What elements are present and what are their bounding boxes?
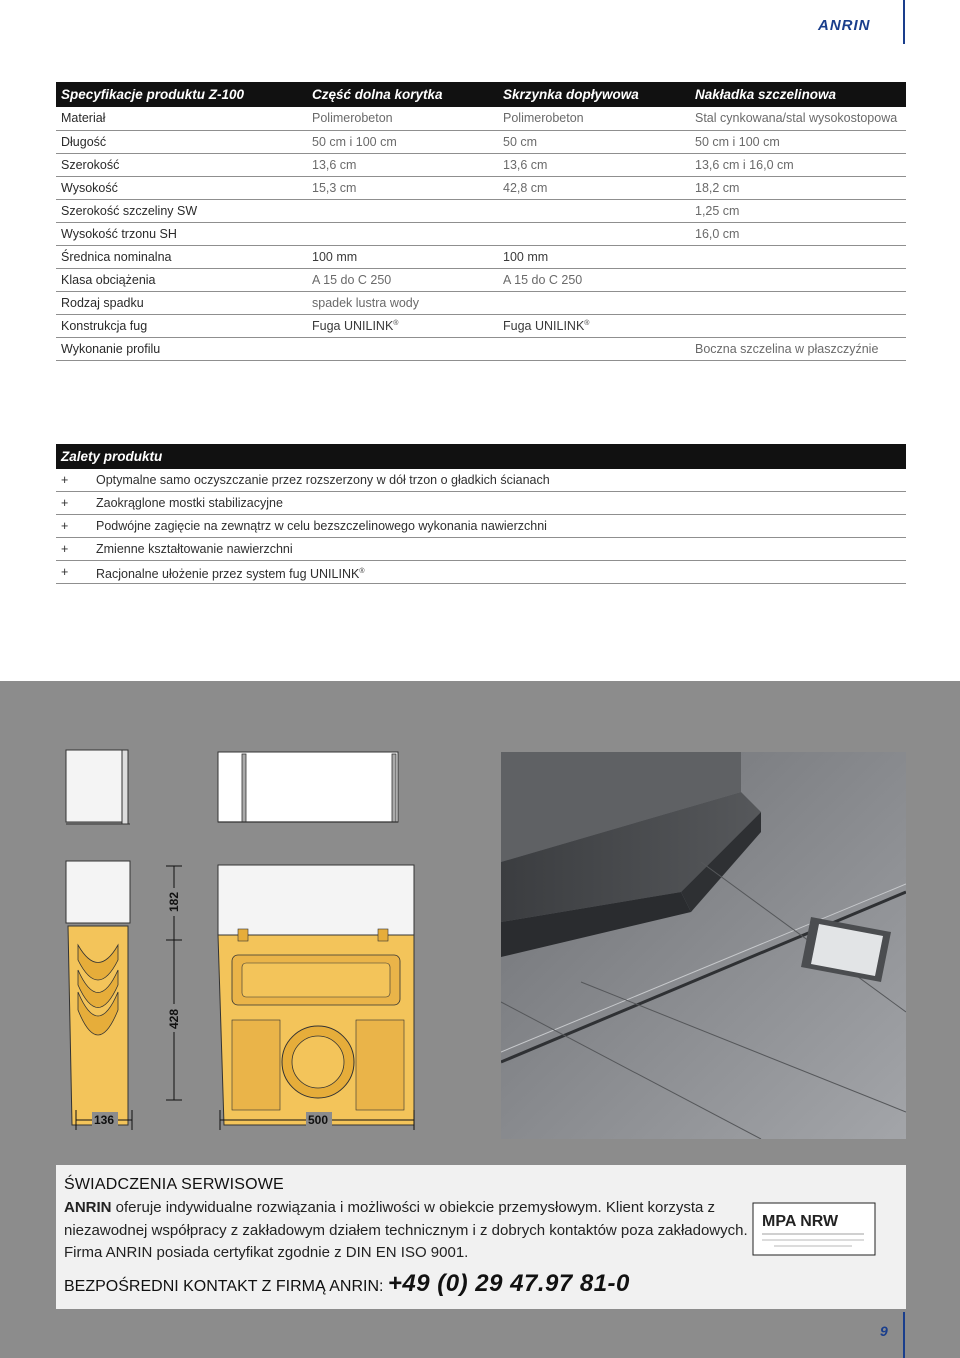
spec-cell-unilink: Fuga UNILINK® — [307, 314, 498, 337]
spec-cell: 50 cm — [498, 130, 690, 153]
inlet-box-view — [218, 865, 414, 1125]
plus-icon: + — [61, 542, 69, 556]
spec-cell: A 15 do C 250 — [498, 268, 690, 291]
spec-cell: spadek lustra wody — [307, 291, 498, 314]
spec-row — [56, 268, 906, 291]
spec-cell: Stal cynkowana/stal wysokostopowa — [690, 107, 906, 130]
spec-row — [56, 291, 906, 314]
mpa-logo-text: MPA NRW — [762, 1213, 839, 1230]
advantage-text: Racjonalne ułożenie przez system fug UNILINK® — [96, 567, 365, 582]
spec-cell-unilink: Fuga UNILINK® — [498, 314, 690, 337]
spec-label: Wykonanie profilu — [56, 337, 307, 360]
spec-cell — [690, 291, 906, 314]
dim-label-width-small: 136 — [94, 1113, 115, 1127]
spec-cell: Boczna szczelina w płaszczyźnie — [690, 337, 906, 360]
service-text: ANRIN oferuje indywidualne rozwiązania i możliwości w obiekcie przemysłowym. Klient korzysta z niezawodnej współpracy z zakładowym działem technicznym i z dobrych kontaktów poza zakładowych. Firma ANRIN posiada certyfikat zgodnie z DIN EN ISO 9001. — [64, 1199, 748, 1261]
page-number: 9 — [880, 1323, 888, 1339]
dim-label-width-large: 500 — [308, 1113, 329, 1127]
spec-cell — [498, 337, 690, 360]
spec-table — [56, 82, 906, 361]
spec-cell: 13,6 cm — [307, 153, 498, 176]
spec-row — [56, 314, 906, 337]
spec-label: Rodzaj spadku — [56, 291, 307, 314]
spec-cell: 50 cm i 100 cm — [690, 130, 906, 153]
dim-label-top: 182 — [167, 891, 181, 912]
advantage-item — [56, 538, 906, 561]
spec-cell: 13,6 cm i 16,0 cm — [690, 153, 906, 176]
advantages-list — [56, 469, 906, 584]
spec-cell — [307, 222, 498, 245]
plus-icon: + — [61, 519, 69, 533]
advantage-item — [56, 515, 906, 538]
contact-line — [64, 1270, 630, 1298]
spec-cell: 13,6 cm — [498, 153, 690, 176]
spec-cell: 18,2 cm — [690, 176, 906, 199]
spec-cell: 100 mm — [498, 245, 690, 268]
spec-cell: 15,3 cm — [307, 176, 498, 199]
spec-cell: 16,0 cm — [690, 222, 906, 245]
spec-cell: 42,8 cm — [498, 176, 690, 199]
spec-header-row — [56, 82, 906, 107]
spec-cell: 100 mm — [307, 245, 498, 268]
spec-label: Długość — [56, 130, 307, 153]
mpa-nrw-certificate-logo — [752, 1202, 876, 1256]
bottom-accent-rule — [903, 1312, 905, 1358]
advantage-item — [56, 561, 906, 584]
front-frame-view — [218, 752, 398, 822]
spec-header: Skrzynka dopływowa — [498, 82, 690, 107]
spec-header: Część dolna korytka — [307, 82, 498, 107]
advantage-item — [56, 492, 906, 515]
spec-cell — [498, 222, 690, 245]
spec-cell — [690, 245, 906, 268]
spec-cell — [307, 199, 498, 222]
spec-cell: A 15 do C 250 — [307, 268, 498, 291]
spec-header: Nakładka szczelinowa — [690, 82, 906, 107]
advantages-title: Zalety produktu — [56, 444, 906, 469]
spec-label: Szerokość szczeliny SW — [56, 199, 307, 222]
spec-row — [56, 153, 906, 176]
spec-cell — [307, 337, 498, 360]
spec-label: Szerokość — [56, 153, 307, 176]
dim-label-bottom: 428 — [167, 1008, 181, 1029]
spec-cell: Polimerobeton — [307, 107, 498, 130]
spec-header: Specyfikacje produktu Z-100 — [56, 82, 307, 107]
spec-cell — [498, 291, 690, 314]
spec-row — [56, 245, 906, 268]
plus-icon: + — [61, 473, 69, 487]
advantage-text: Zmienne kształtowanie nawierzchni — [96, 542, 293, 556]
top-accent-rule — [903, 0, 905, 44]
spec-row — [56, 107, 906, 130]
spec-cell — [498, 199, 690, 222]
contact-label: BEZPOŚREDNI KONTAKT Z FIRMĄ ANRIN: — [64, 1278, 388, 1295]
technical-drawing — [56, 730, 436, 1140]
spec-cell — [690, 314, 906, 337]
spec-label: Materiał — [56, 107, 307, 130]
spec-row — [56, 130, 906, 153]
spec-label: Wysokość — [56, 176, 307, 199]
advantage-text: Optymalne samo oczyszczanie przez rozszerzony w dół trzon o gładkich ścianach — [96, 473, 550, 487]
spec-cell: 1,25 cm — [690, 199, 906, 222]
spec-cell — [690, 268, 906, 291]
service-box — [56, 1165, 906, 1309]
phone-number[interactable]: +49 (0) 29 47.97 81-0 — [387, 1270, 630, 1297]
spec-row — [56, 199, 906, 222]
side-profile-view — [66, 750, 130, 824]
installation-photo — [501, 752, 906, 1139]
spec-label: Wysokość trzonu SH — [56, 222, 307, 245]
spec-row — [56, 337, 906, 360]
spec-row — [56, 222, 906, 245]
spec-row — [56, 176, 906, 199]
spec-cell: Polimerobeton — [498, 107, 690, 130]
spec-label: Klasa obciążenia — [56, 268, 307, 291]
advantage-text: Zaokrąglone mostki stabilizacyjne — [96, 496, 283, 510]
anrin-logo: ANRIN — [818, 17, 871, 34]
advantage-item — [56, 469, 906, 492]
plus-icon: + — [61, 496, 69, 510]
advantage-text: Podwójne zagięcie na zewnątrz w celu bezszczelinowego wykonania nawierzchni — [96, 519, 547, 533]
service-brand: ANRIN — [64, 1199, 112, 1216]
cross-section-view — [66, 861, 130, 1125]
spec-label: Średnica nominalna — [56, 245, 307, 268]
service-title: ŚWIADCZENIA SERWISOWE — [64, 1176, 284, 1193]
spec-label: Konstrukcja fug — [56, 314, 307, 337]
spec-cell: 50 cm i 100 cm — [307, 130, 498, 153]
plus-icon: + — [61, 565, 69, 579]
